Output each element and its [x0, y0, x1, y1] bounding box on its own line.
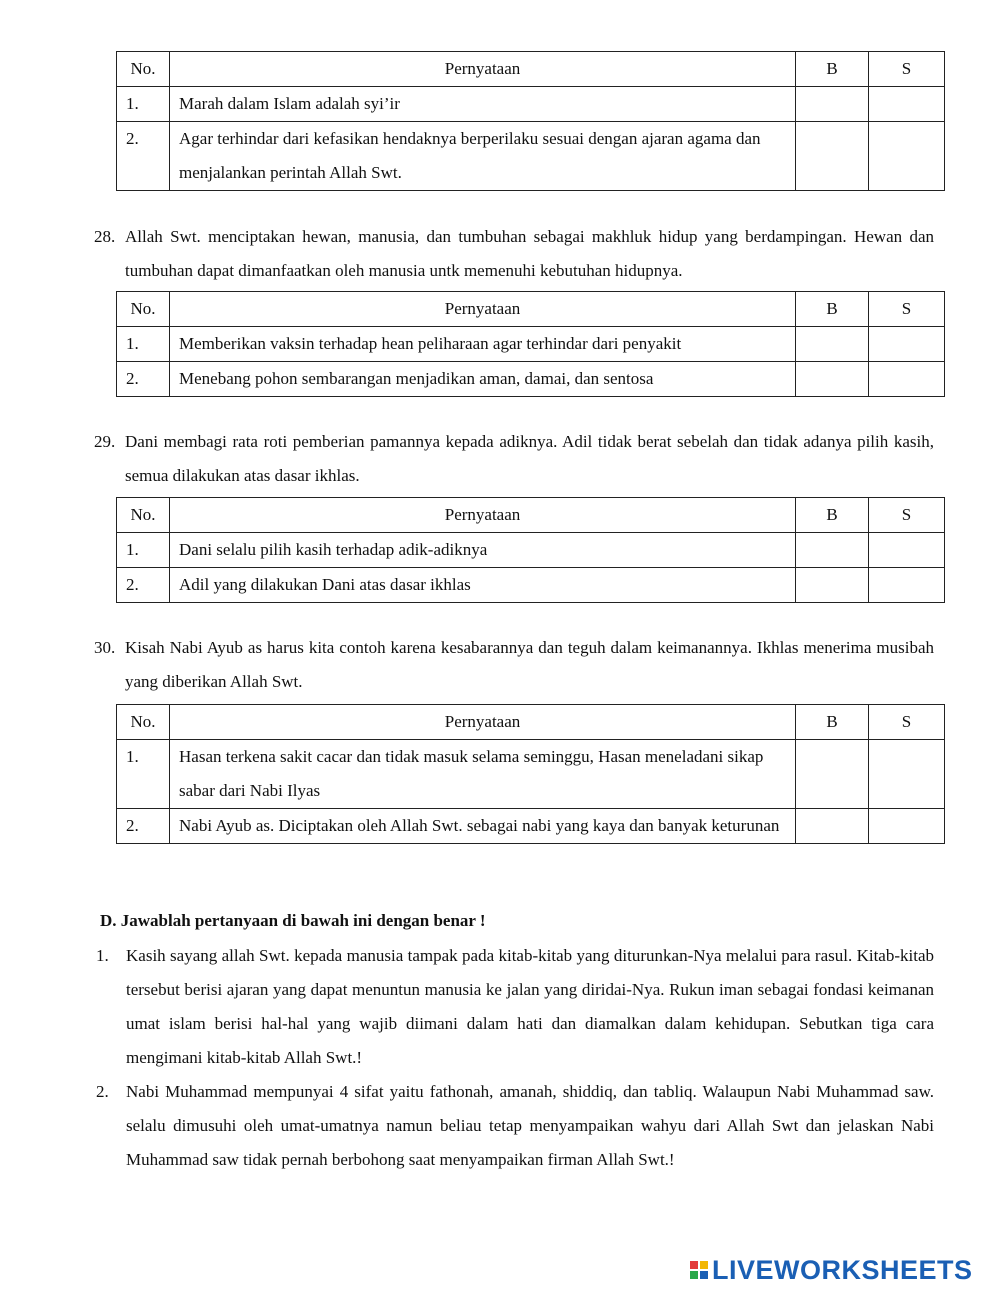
- question-number: 1.: [96, 946, 109, 965]
- header-s: S: [869, 52, 945, 87]
- header-b: B: [796, 52, 869, 87]
- liveworksheets-logo-icon: [690, 1261, 708, 1279]
- question-text: Allah Swt. menciptakan hewan, manusia, dan tumbuhan sebagai makhluk hidup yang berdampingan. Hewan dan tumbuhan dapat dimanfaatkan oleh manusia untk memenuhi kebutuhan hidupnya.: [125, 227, 934, 280]
- header-statement: Pernyataan: [170, 705, 796, 740]
- answer-cell-b[interactable]: [796, 87, 869, 122]
- header-statement: Pernyataan: [170, 292, 796, 327]
- row-statement: Dani selalu pilih kasih terhadap adik-adiknya: [170, 533, 796, 568]
- answer-cell-s[interactable]: [869, 87, 945, 122]
- row-number: 2.: [117, 362, 170, 397]
- essay-question-1: [96, 939, 934, 1075]
- statement-table-29: [116, 497, 945, 603]
- header-no: No.: [117, 292, 170, 327]
- question-29: [94, 425, 934, 493]
- answer-cell-s[interactable]: [869, 362, 945, 397]
- header-no: No.: [117, 52, 170, 87]
- header-s: S: [869, 705, 945, 740]
- answer-cell-b[interactable]: [796, 533, 869, 568]
- table-header-row: [117, 498, 945, 533]
- answer-cell-b[interactable]: [796, 740, 869, 809]
- row-number: 1.: [117, 87, 170, 122]
- row-statement: Agar terhindar dari kefasikan hendaknya berperilaku sesuai dengan ajaran agama dan menjalankan perintah Allah Swt.: [170, 122, 796, 191]
- question-30: [94, 631, 934, 699]
- row-statement: Menebang pohon sembarangan menjadikan aman, damai, dan sentosa: [170, 362, 796, 397]
- statement-table-28: [116, 291, 945, 397]
- answer-cell-b[interactable]: [796, 809, 869, 844]
- table-row: [117, 740, 945, 809]
- answer-cell-b[interactable]: [796, 568, 869, 603]
- table-row: [117, 122, 945, 191]
- table-header-row: [117, 52, 945, 87]
- question-number: 29.: [94, 432, 116, 451]
- question-number: 2.: [96, 1082, 109, 1101]
- header-no: No.: [117, 705, 170, 740]
- header-b: B: [796, 705, 869, 740]
- question-number: 28.: [94, 227, 116, 246]
- table-row: [117, 327, 945, 362]
- table-row: [117, 568, 945, 603]
- liveworksheets-logo[interactable]: [690, 1252, 973, 1288]
- answer-cell-b[interactable]: [796, 122, 869, 191]
- statement-table-27: [116, 51, 945, 191]
- row-number: 1.: [117, 327, 170, 362]
- row-statement: Nabi Ayub as. Diciptakan oleh Allah Swt. sebagai nabi yang kaya dan banyak keturunan: [170, 809, 796, 844]
- answer-cell-b[interactable]: [796, 327, 869, 362]
- table-header-row: [117, 292, 945, 327]
- answer-cell-b[interactable]: [796, 362, 869, 397]
- row-statement: Memberikan vaksin terhadap hean peliharaan agar terhindar dari penyakit: [170, 327, 796, 362]
- answer-cell-s[interactable]: [869, 327, 945, 362]
- header-s: S: [869, 292, 945, 327]
- row-number: 2.: [117, 122, 170, 191]
- row-number: 2.: [117, 809, 170, 844]
- table-row: [117, 533, 945, 568]
- question-text: Kasih sayang allah Swt. kepada manusia tampak pada kitab-kitab yang diturunkan-Nya melalui para rasul. Kitab-kitab tersebut berisi ajaran yang dapat menuntun manusia ke jalan yang diridai-Nya. Rukun iman sebagai fondasi keimanan umat islam berisi hal-hal yang wajib diimani dalam hati dan diamalkan dalam kehidupan. Sebutkan tiga cara mengimani kitab-kitab Allah Swt.!: [126, 946, 934, 1067]
- table-row: [117, 809, 945, 844]
- header-no: No.: [117, 498, 170, 533]
- logo-text: LIVEWORKSHEETS: [712, 1254, 973, 1285]
- question-number: 30.: [94, 638, 116, 657]
- answer-cell-s[interactable]: [869, 122, 945, 191]
- header-statement: Pernyataan: [170, 498, 796, 533]
- question-text: Nabi Muhammad mempunyai 4 sifat yaitu fathonah, amanah, shiddiq, dan tabliq. Walaupun Nabi Muhammad saw. selalu dimusuhi oleh umat-umatnya namun beliau tetap menyampaikan wahyu dari Allah Swt dan jelaskan Nabi Muhammad saw tidak pernah berbohong saat menyampaikan firman Allah Swt.!: [126, 1082, 934, 1169]
- question-28: [94, 220, 934, 288]
- header-statement: Pernyataan: [170, 52, 796, 87]
- row-number: 2.: [117, 568, 170, 603]
- row-number: 1.: [117, 533, 170, 568]
- row-statement: Adil yang dilakukan Dani atas dasar ikhlas: [170, 568, 796, 603]
- section-d-heading: D. Jawablah pertanyaan di bawah ini dengan benar !: [100, 911, 486, 930]
- answer-cell-s[interactable]: [869, 568, 945, 603]
- row-number: 1.: [117, 740, 170, 809]
- header-b: B: [796, 498, 869, 533]
- answer-cell-s[interactable]: [869, 740, 945, 809]
- header-s: S: [869, 498, 945, 533]
- question-text: Dani membagi rata roti pemberian pamannya kepada adiknya. Adil tidak berat sebelah dan tidak adanya pilih kasih, semua dilakukan atas dasar ikhlas.: [125, 432, 934, 485]
- table-row: [117, 362, 945, 397]
- table-header-row: [117, 705, 945, 740]
- essay-question-2: [96, 1075, 934, 1177]
- answer-cell-s[interactable]: [869, 533, 945, 568]
- row-statement: Hasan terkena sakit cacar dan tidak masuk selama seminggu, Hasan meneladani sikap sabar dari Nabi Ilyas: [170, 740, 796, 809]
- answer-cell-s[interactable]: [869, 809, 945, 844]
- statement-table-30: [116, 704, 945, 844]
- header-b: B: [796, 292, 869, 327]
- table-row: [117, 87, 945, 122]
- question-text: Kisah Nabi Ayub as harus kita contoh karena kesabarannya dan teguh dalam keimanannya. Ikhlas menerima musibah yang diberikan Allah Swt.: [125, 638, 934, 691]
- row-statement: Marah dalam Islam adalah syi’ir: [170, 87, 796, 122]
